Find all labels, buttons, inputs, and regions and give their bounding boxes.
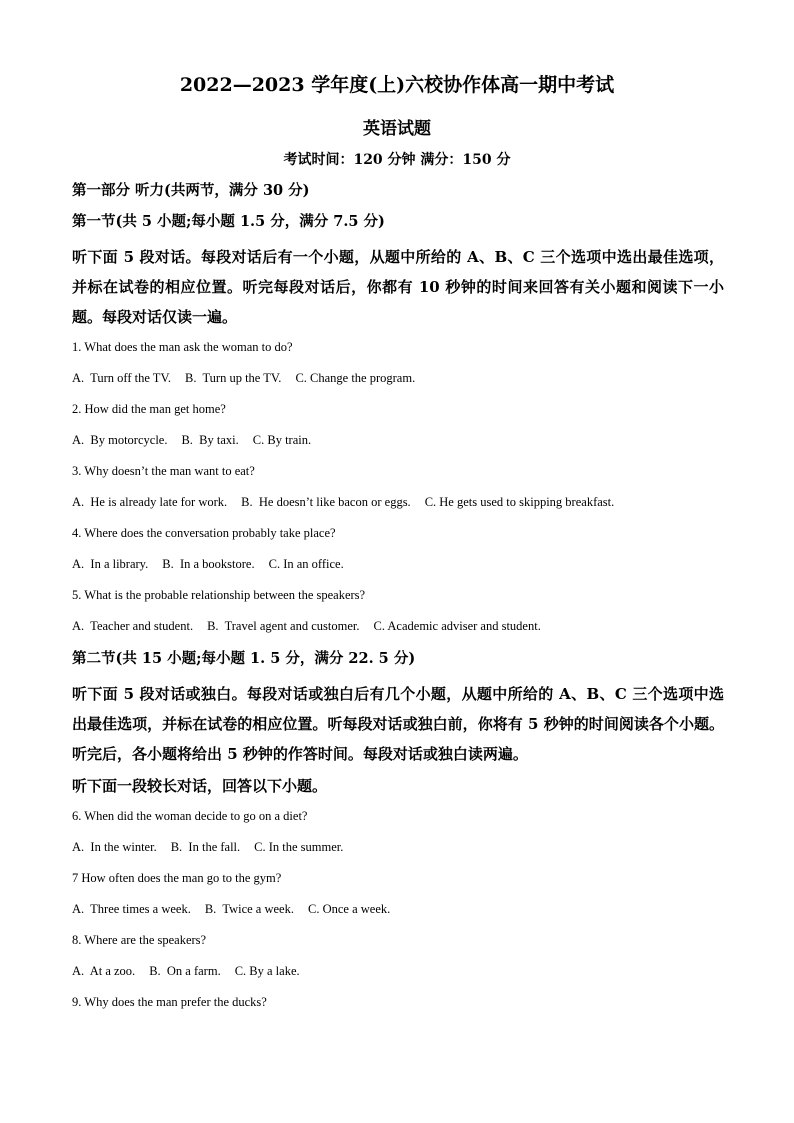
part1-heading: 第一部分 听力(共两节，满分 30 分) [72,182,310,199]
answer-option: B. He doesn’t like bacon or eggs. [241,495,411,509]
answer-option: C. In an office. [268,557,344,571]
answer-option: C. Academic adviser and student. [373,619,541,633]
answer-option: A. By motorcycle. [72,433,168,447]
section1-directions: 听下面 5 段对话。每段对话后有一个小题，从题中所给的 A、B、C 三个选项中选出最佳选项，并标在试卷的相应位置。听完每段对话后，你都有 10 秒钟的时间来回答有关小题和阅读下一小题。每段对话仅读一遍。 [72,248,724,326]
answer-option: B. In the fall. [170,840,241,854]
section2-sub-directions: 听下面一段较长对话，回答以下小题。 [72,777,328,795]
question-options [72,617,724,635]
section1-heading: 第一节(共 5 小题;每小题 1.5 分，满分 7.5 分) [72,213,385,230]
question-options [72,962,724,980]
answer-option: C. He gets used to skipping breakfast. [424,495,615,509]
question-options [72,431,724,449]
answer-option: B. Turn up the TV. [184,371,282,385]
answer-option: B. Twice a week. [204,902,294,916]
answer-option: C. By a lake. [234,964,300,978]
question-options [72,838,724,856]
answer-option: A. At a zoo. [72,964,136,978]
section2-heading: 第二节(共 15 小题;每小题 1. 5 分，满分 22. 5 分) [72,650,416,667]
answer-option: C. Once a week. [307,902,391,916]
answer-option: B. On a farm. [149,964,221,978]
exam-subtitle: 英语试题 [363,119,431,139]
answer-option: A. In a library. [72,557,149,571]
exam-info: 考试时间：120 分钟 满分：150 分 [283,152,511,168]
question-options [72,369,724,387]
question-stem: 1. What does the man ask the woman to do? [72,340,293,354]
section1-question-list [72,338,724,635]
question-stem: 7 How often does the man go to the gym? [72,871,282,885]
answer-option: B. By taxi. [181,433,239,447]
exam-title: 2022—2023 学年度(上)六校协作体高一期中考试 [179,74,615,96]
answer-option: A. Teacher and student. [72,619,194,633]
answer-option: A. In the winter. [72,840,157,854]
answer-option: A. Turn off the TV. [72,371,171,385]
answer-option: C. Change the program. [295,371,416,385]
question-stem: 4. Where does the conversation probably take place? [72,526,336,540]
question-stem: 6. When did the woman decide to go on a diet? [72,809,308,823]
answer-option: B. Travel agent and customer. [207,619,360,633]
answer-option: A. Three times a week. [72,902,191,916]
question-options [72,493,724,511]
question-options [72,900,724,918]
question-stem: 5. What is the probable relationship between the speakers? [72,588,366,602]
question-stem: 9. Why does the man prefer the ducks? [72,995,267,1009]
exam-content [72,180,724,1024]
section2-question-list [72,807,724,1011]
question-stem: 3. Why doesn’t the man want to eat? [72,464,255,478]
answer-option: C. By train. [252,433,312,447]
section2-directions: 听下面 5 段对话或独白。每段对话或独白后有几个小题，从题中所给的 A、B、C 三个选项中选出最佳选项，并标在试卷的相应位置。听每段对话或独白前，你将有 5 秒钟的时间阅读各个小题。听完后，各小题将给出 5 秒钟的作答时间。每段对话或独白读两遍。 [72,685,724,763]
answer-option: C. In the summer. [254,840,344,854]
question-stem: 2. How did the man get home? [72,402,226,416]
answer-option: A. He is already late for work. [72,495,228,509]
answer-option: B. In a bookstore. [162,557,255,571]
question-options [72,555,724,573]
question-stem: 8. Where are the speakers? [72,933,207,947]
